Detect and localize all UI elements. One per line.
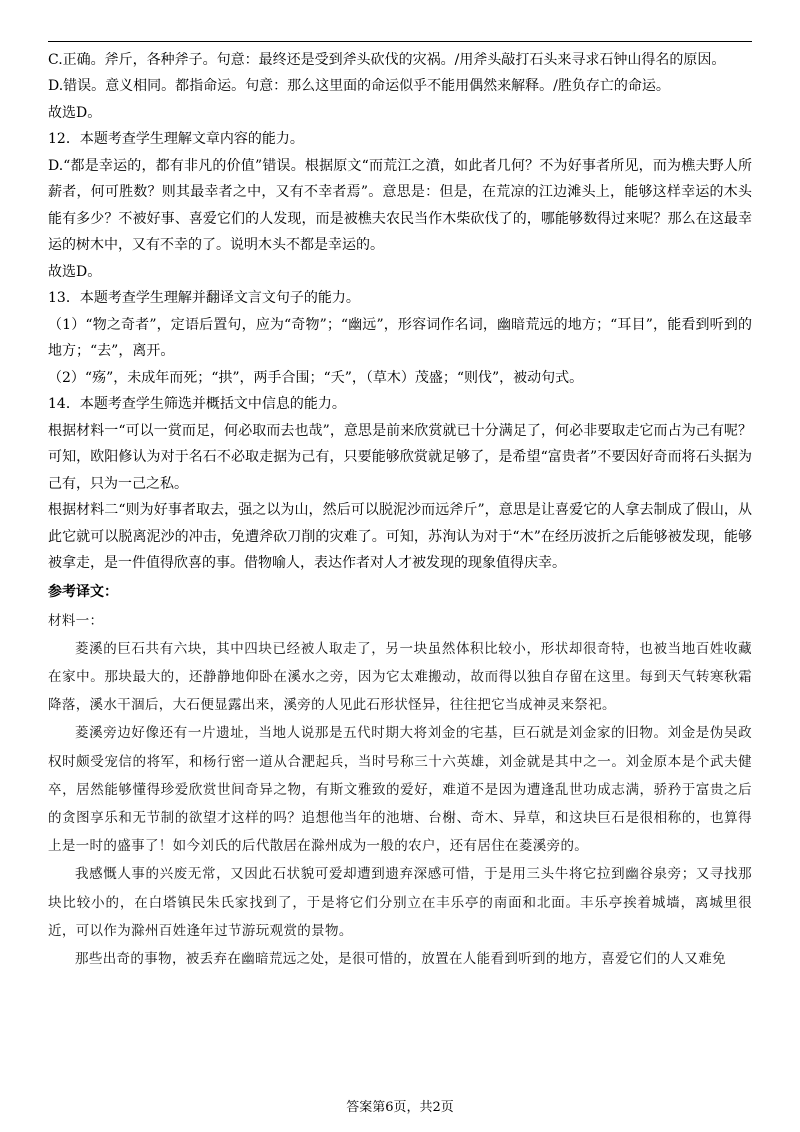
translation-paragraph: 那些出奇的事物，被丢弃在幽暗荒远之处，是很可惜的，放置在人能看到听到的地方，喜爱它们的人又难免 xyxy=(75,950,726,967)
material-label: 材料一： xyxy=(48,612,104,629)
translation-paragraph: 菱溪旁边好像还有一片遗址，当地人说那是五代时期大将刘金的宅基，巨石就是刘金家的旧物。刘金是伪吴政权时颇受宠信的将军，和杨行密一道从合淝起兵，当时号称三十六英雄，刘金就是其中之一。刘金原本是个武夫健卒，居然能够懂得珍爱欣赏世间奇异之物，有斯文雅致的爱好，难道不是因为遭逢乱世功成志满，骄矜于富贵之后的贪图享乐和无节制的欲望才这样的吗？追想他当年的池塘、台榭、奇木、异草，和这块巨石是很相称的，也算得上是一时的盛事了！如今刘氏的后代散居在滁州成为一般的农户，还有居住在菱溪旁的。 xyxy=(48,725,752,855)
question-heading: 12．本题考查学生理解文章内容的能力。 xyxy=(48,131,304,147)
answer-paragraph: 根据材料二“则为好事者取去，强之以为山，然后可以脱泥沙而远斧斤”，意思是让喜爱它的人拿去制成了假山，从此它就可以脱离泥沙的冲击，免遭斧砍刀削的灾难了。可知，苏洵认为对于“木”在经历波折之后能够被发现，能够被拿走，是一件值得欣喜的事。借物喻人，表达作者对人才被发现的现象值得庆幸。 xyxy=(48,502,752,571)
answer-paragraph: D.错误。意义相同。都指命运。句意：那么这里面的命运似乎不能用偶然来解释。/胜负存亡的命运。 xyxy=(48,78,670,94)
page-footer: 答案第6页，共2页 xyxy=(346,1100,454,1115)
answer-section xyxy=(48,47,752,577)
answer-paragraph: 根据材料一“可以一赏而足，何必取而去也哉”，意思是前来欣赏就已十分满足了，何必非要取走它而占为己有呢？可知，欧阳修认为对于名石不必取走据为己有，只要能够欣赏就足够了，是希望“富贵者”不要因好奇而将石头据为己有，只为一己之私。 xyxy=(48,422,752,492)
answer-paragraph: 故选D。 xyxy=(48,263,102,280)
answer-paragraph: 故选D。 xyxy=(48,104,102,121)
answer-paragraph: C.正确。斧斤，各种斧子。句意：最终还是受到斧头砍伐的灾祸。/用斧头敲打石头来寻求石钟山得名的原因。 xyxy=(48,52,726,68)
answer-paragraph: （2）“殇”，未成年而死；“拱”，两手合围；“夭”，（草木）茂盛；“则伐”，被动句式。 xyxy=(48,369,584,386)
translation-paragraph: 菱溪的巨石共有六块，其中四块已经被人取走了，另一块虽然体积比较小，形状却很奇特，也被当地百姓收藏在家中。那块最大的，还静静地仰卧在溪水之旁，因为它太难搬动，故而得以独自存留在这里。每到天气转寒秋霜降落，溪水干涸后，大石便显露出来，溪旁的人见此石形状怪异，往往把它当成神灵来祭祀。 xyxy=(48,640,752,714)
translation-paragraph: 我感慨人事的兴废无常，又因此石状貌可爱却遭到遗弃深感可惜，于是用三头牛将它拉到幽谷泉旁；又寻找那块比较小的，在白塔镇民朱氏家找到了，于是将它们分别立在丰乐亭的南面和北面。丰乐亭挨着城墙，离城里很近，可以作为滁州百姓逢年过节游玩观赏的景物。 xyxy=(48,866,752,939)
page-content xyxy=(48,47,752,973)
reference-translation-title: 参考译文： xyxy=(48,583,118,600)
header-rule xyxy=(48,41,752,42)
answer-paragraph: D.“都是幸运的，都有非凡的价值”错误。根据原文“而荒江之濆，如此者几何？不为好事者所见，而为樵夫野人所薪者，何可胜数？则其最幸者之中，又有不幸者焉”。意思是：但是，在荒凉的江边滩头上，能够这样幸运的木头能有多少？不被好事、喜爱它们的人发现，而是被樵夫农民当作木柴砍伐了的，哪能够数得过来呢？那么在这最幸运的树木中，又有不幸的了。说明木头不都是幸运的。 xyxy=(48,157,752,253)
question-heading: 14．本题考查学生筛选并概括文中信息的能力。 xyxy=(48,396,346,412)
translation-section xyxy=(48,607,752,974)
question-heading: 13．本题考查学生理解并翻译文言文句子的能力。 xyxy=(48,290,360,306)
answer-paragraph: （1）“物之奇者”，定语后置句，应为“奇物”；“幽远”，形容词作名词，幽暗荒远的地方；“耳目”，能看到听到的地方；“去”，离开。 xyxy=(48,316,752,359)
